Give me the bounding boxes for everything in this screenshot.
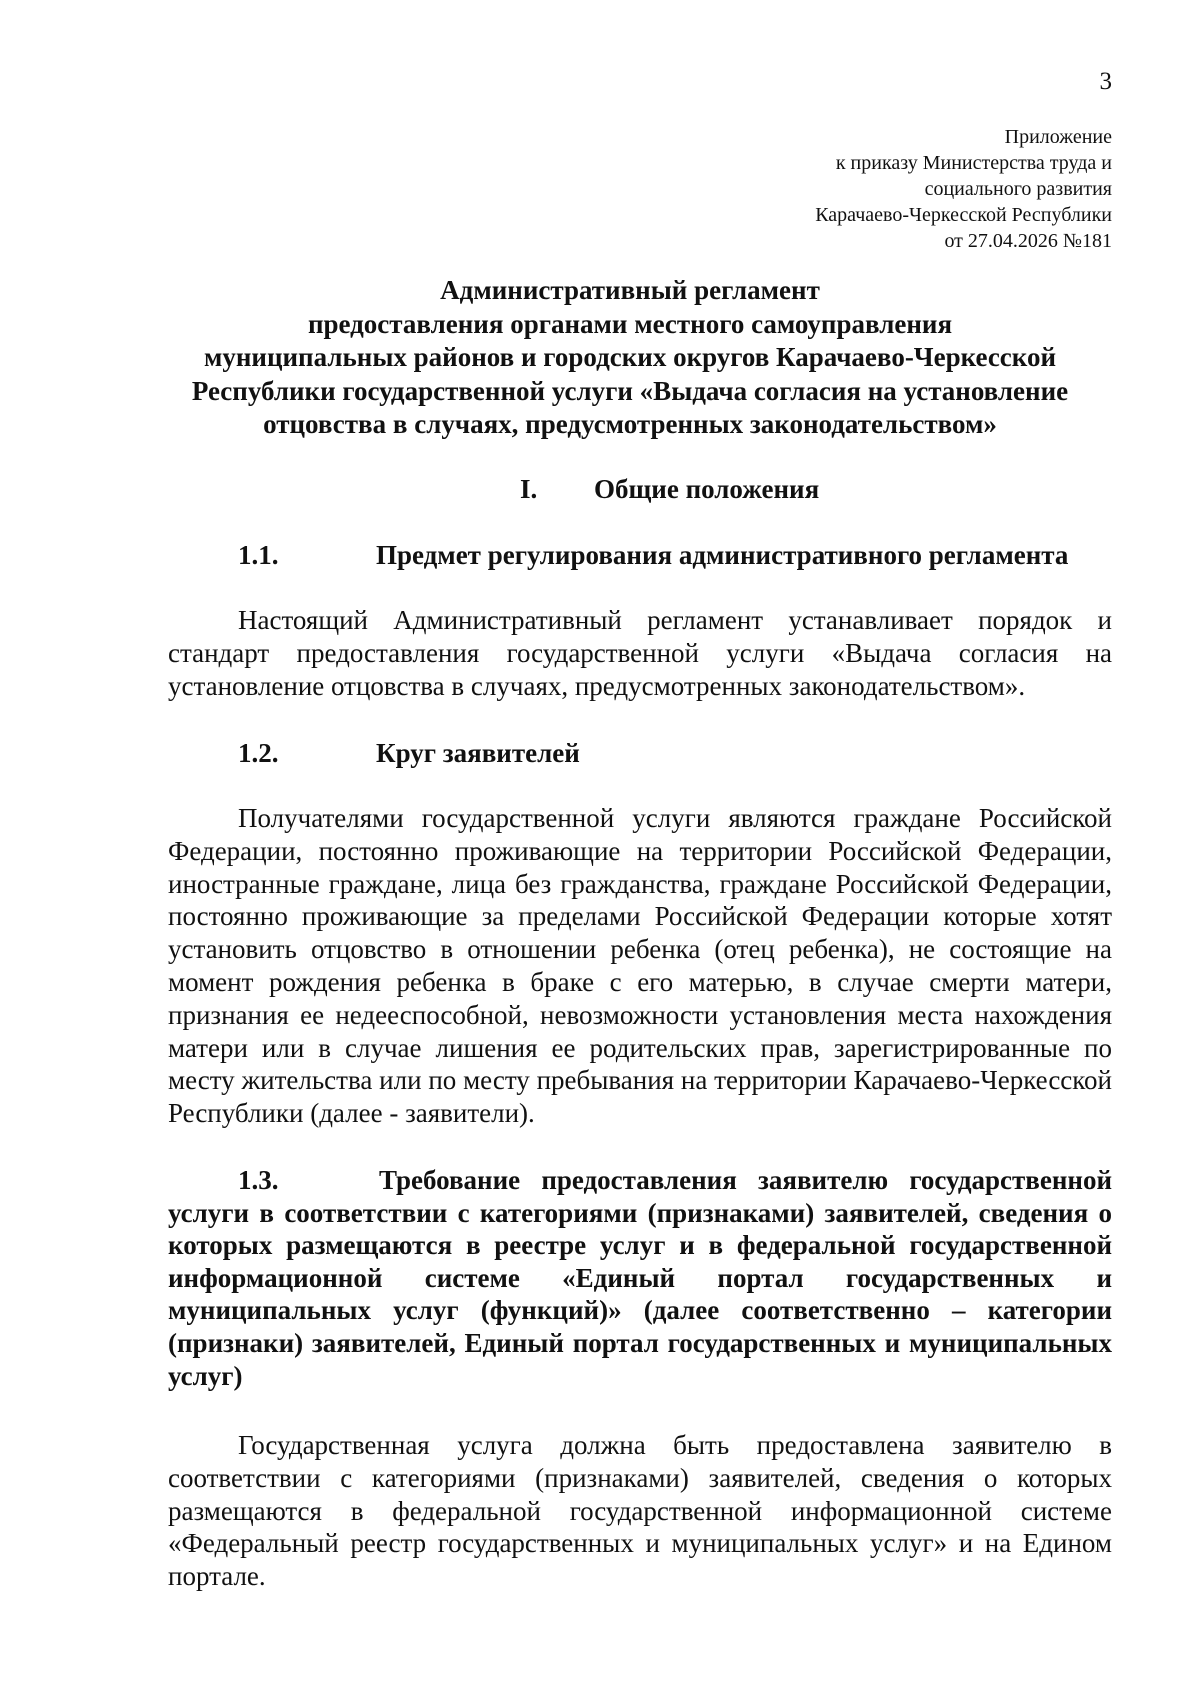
subsection-number: 1.3.	[238, 1165, 279, 1195]
subsection-number: 1.2.	[238, 738, 279, 768]
document-title	[150, 274, 1110, 442]
title-line: отцовства в случаях, предусмотренных законодательством»	[263, 409, 997, 439]
subsection-heading-1-3	[168, 1164, 1112, 1392]
subsection-title: Требование предоставления заявителю государственной услуги в соответствии с категориями (признаками) заявителей, сведения о которых размещаются в реестре услуг и в федеральной государственной информационной системе «Единый портал государственных и муниципальных услуг (функций)» (далее соответственно – категории (признаки) заявителей, Единый портал государственных и муниципальных услуг)	[168, 1165, 1112, 1391]
section-title: Общие положения	[594, 474, 820, 504]
subsection-heading-1-1	[0, 538, 1200, 572]
title-line: предоставления органами местного самоуправления	[307, 308, 953, 339]
appendix-line: от 27.04.2026 №181	[944, 230, 1112, 252]
section-heading-1	[0, 472, 1200, 506]
section-number: I.	[520, 474, 538, 504]
page-number: 3	[1099, 68, 1112, 95]
paragraph-1-1: Настоящий Административный регламент устанавливает порядок и стандарт предоставления государственной услуги «Выдача согласия на установление отцовства в случаях, предусмотренных законодательством».	[168, 605, 1112, 701]
appendix-line: Приложение	[1004, 126, 1112, 148]
subsection-heading-1-2	[0, 736, 1200, 770]
appendix-line: социального развития	[924, 178, 1112, 200]
subsection-title: Предмет регулирования административного регламента	[376, 540, 1069, 570]
appendix-line: к приказу Министерства труда и	[835, 152, 1112, 174]
paragraph-1-2: Получателями государственной услуги являются граждане Российской Федерации, постоянно проживающие на территории Российской Федерации, иностранные граждане, лица без гражданства, граждане Российской Федерации, постоянно проживающие за пределами Российской Федерации которые хотят установить отцовство в отношении ребенка (отец ребенка), не состоящие на момент рождения ребенка в браке с его матерью, в случае смерти матери, признания ее недееспособной, невозможности установления места нахождения матери или в случае лишения ее родительских прав, зарегистрированные по месту жительства или по месту пребывания на территории Карачаево-Черкесской Республики (далее - заявители).	[168, 803, 1112, 1129]
appendix-block	[815, 124, 1112, 254]
appendix-line: Карачаево-Черкесской Республики	[815, 204, 1112, 226]
paragraph-1-3: Государственная услуга должна быть предоставлена заявителю в соответствии с категориями (признаками) заявителей, сведения о которых размещаются в федеральной государственной информационной системе «Федеральный реестр государственных и муниципальных услуг» и на Едином портале.	[168, 1430, 1112, 1592]
subsection-title: Круг заявителей	[376, 738, 580, 768]
title-line: Республики государственной услуги «Выдача согласия на установление	[191, 375, 1069, 406]
title-line: Административный регламент	[440, 275, 820, 305]
title-line: муниципальных районов и городских округов Карачаево-Черкесской	[203, 342, 1057, 372]
subsection-number: 1.1.	[238, 540, 279, 570]
